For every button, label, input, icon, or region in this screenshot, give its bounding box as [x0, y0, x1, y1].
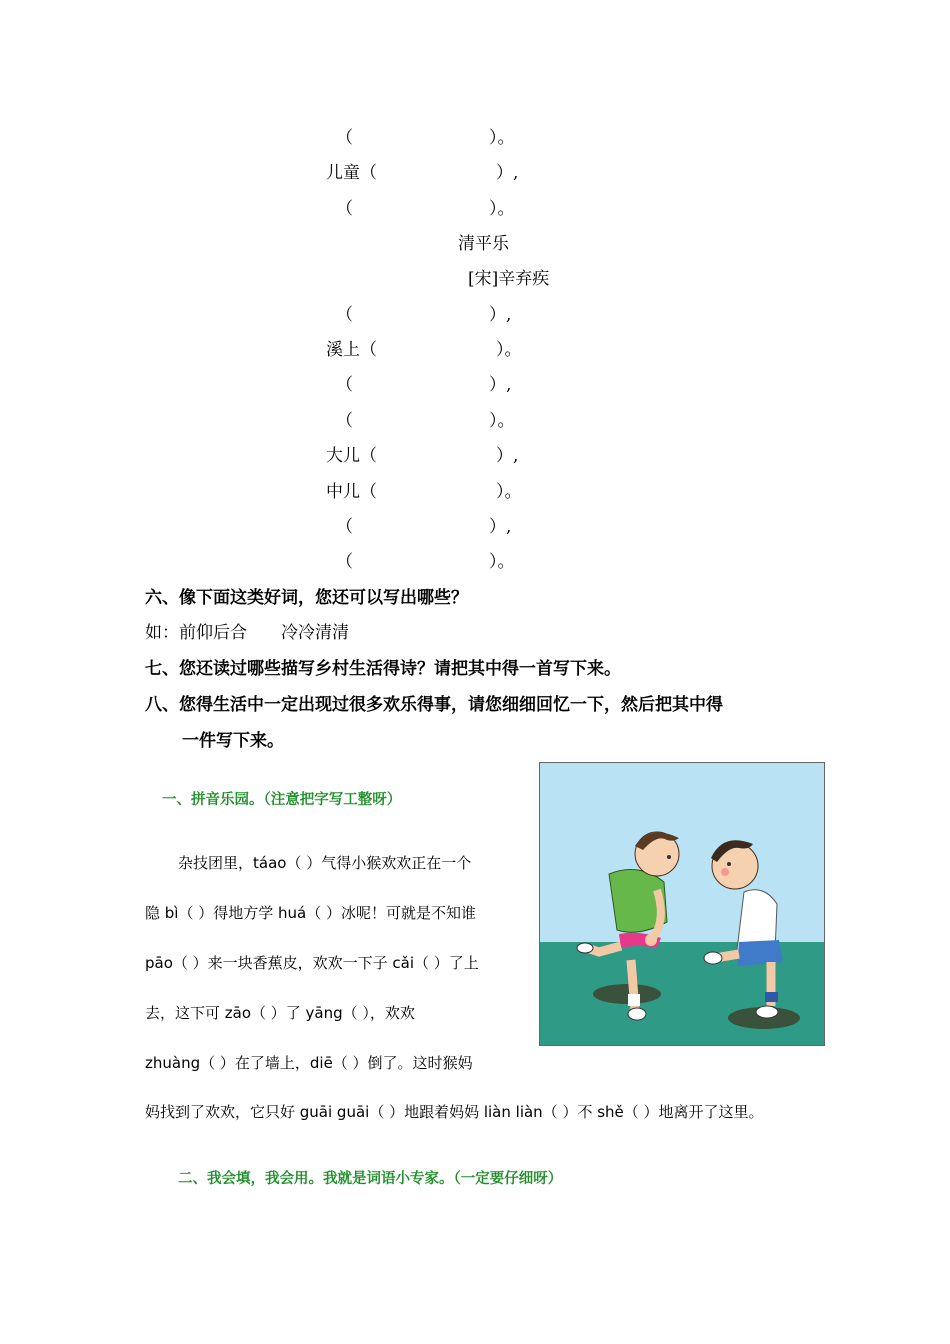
poem1-line-children: 儿童（ ）,	[326, 163, 519, 183]
poem2-line: 中儿（ ）。	[326, 482, 522, 502]
part1-text-line: 去，这下可 zāo（ ）了 yāng（ ），欢欢	[145, 1004, 415, 1022]
poem2-line: （ ）,	[336, 375, 512, 395]
sky	[539, 762, 825, 942]
poem2-line: 溪上（ ）。	[326, 340, 522, 360]
part1-text-line: zhuàng（ ）在了墙上，diē（ ）倒了。这时猴妈	[145, 1054, 473, 1072]
part1-heading: 一、拼音乐园。（注意把字写工整呀）	[162, 792, 402, 808]
poem1-line-blank-1: （ ）。	[336, 128, 515, 148]
poem2-line: （ ）,	[336, 517, 512, 537]
boys-playing-illustration	[539, 762, 825, 1046]
poem2-line: （ ）,	[336, 305, 512, 325]
section8-heading-line2: 一件写下来。	[182, 731, 284, 751]
part2-heading: 二、我会填，我会用。我就是词语小专家。（一定要仔细呀）	[178, 1171, 563, 1187]
poem1-line-blank-2: （ ）。	[336, 199, 515, 219]
part1-text-line: pāo（ ）来一块香蕉皮，欢欢一下子 cǎi（ ）了上	[145, 954, 479, 972]
poem2-title: 清平乐	[458, 234, 509, 254]
poem2-author: [宋]辛弃疾	[468, 269, 550, 289]
part1-text-line: 妈找到了欢欢，它只好 guāi guāi（ ）地跟着妈妈 liàn liàn（ ）不 shě（ ）地离开了这里。	[145, 1103, 764, 1121]
part1-text-line: 隐 bì（ ）得地方学 huá（ ）冰呢！可就是不知谁	[145, 904, 476, 922]
section6-example: 如：前仰后合 冷冷清清	[145, 623, 349, 643]
section7-heading: 七、您还读过哪些描写乡村生活得诗？请把其中得一首写下来。	[145, 659, 621, 679]
section6-heading: 六、像下面这类好词，您还可以写出哪些？	[145, 588, 468, 608]
poem2-line: （ ）。	[336, 411, 515, 431]
part1-text-line: 杂技团里，táao（ ）气得小猴欢欢正在一个	[178, 854, 472, 872]
poem2-line: （ ）。	[336, 552, 515, 572]
section8-heading-line1: 八、您得生活中一定出现过很多欢乐得事，请您细细回忆一下，然后把其中得	[145, 695, 723, 715]
poem2-line: 大儿（ ）,	[326, 446, 519, 466]
